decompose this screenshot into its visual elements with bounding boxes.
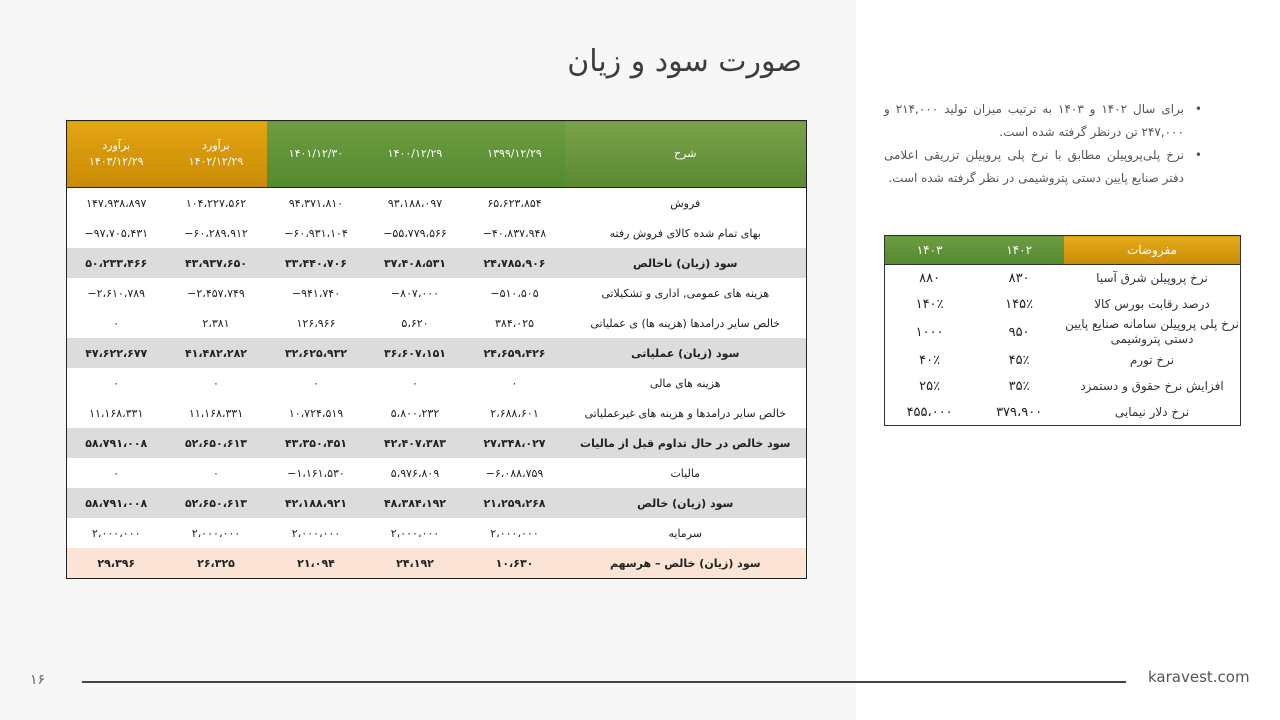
row-value: ۲۴،۶۵۹،۴۲۶ — [465, 338, 565, 368]
row-value: ۱۰۴،۲۲۷،۵۶۲ — [166, 188, 267, 219]
row-value: ۴۸،۳۸۴،۱۹۲ — [366, 488, 465, 518]
row-value: ۶۰،۲۸۹،۹۱۲− — [166, 218, 267, 248]
assumption-row — [885, 291, 1241, 317]
row-label: سرمایه — [565, 518, 807, 548]
row-value: ۸۰۷،۰۰۰− — [366, 278, 465, 308]
column-header-period: برآورد ۱۴۰۳/۱۲/۲۹ — [67, 121, 166, 188]
assumption-row — [885, 399, 1241, 426]
row-value: ۲،۰۰۰،۰۰۰ — [67, 518, 166, 548]
row-label: هزینه های عمومی, اداری و تشکیلاتی — [565, 278, 807, 308]
assumption-label: درصد رقابت بورس کالا — [1094, 296, 1210, 311]
row-value: ۶،۰۸۸،۷۵۹− — [465, 458, 565, 488]
row-value: ۵،۹۷۶،۸۰۹ — [366, 458, 465, 488]
row-value: ۹۴۱،۷۴۰− — [267, 278, 366, 308]
row-value: ۹۳،۱۸۸،۰۹۷ — [366, 188, 465, 219]
row-label: خالص سایر درامدها و هزینه های غیرعملیاتی — [565, 398, 807, 428]
table-row — [67, 218, 807, 248]
row-value: ۴۲،۱۸۸،۹۲۱ — [267, 488, 366, 518]
row-value: ۶۵،۶۲۳،۸۵۴ — [465, 188, 565, 219]
assumption-value: ۳۵٪ — [1008, 378, 1030, 394]
assumptions-header-row — [885, 236, 1241, 265]
row-value: ۹۷،۷۰۵،۴۳۱− — [67, 218, 166, 248]
note-item: • نرخ پلی‌پروپیلن مطابق با نرخ پلی پروپیلن تزریقی اعلامی دفتر صنایع پایین دستی پتروشیمی در نظر گرفته شده است. — [884, 144, 1202, 190]
table-row — [67, 398, 807, 428]
row-value: ۰ — [166, 458, 267, 488]
table-row — [67, 518, 807, 548]
row-label: فروش — [565, 188, 807, 219]
page-number: ۱۶ — [30, 672, 46, 688]
table-row — [67, 248, 807, 278]
assumption-row — [885, 265, 1241, 292]
row-label: سود خالص در حال تداوم قبل از مالیات — [565, 428, 807, 458]
row-value: ۳۲،۶۲۵،۹۳۲ — [267, 338, 366, 368]
row-value: ۳۳،۴۴۰،۷۰۶ — [267, 248, 366, 278]
row-value: ۵۸،۷۹۱،۰۰۸ — [67, 488, 166, 518]
row-label: مالیات — [565, 458, 807, 488]
row-value: ۵۰،۲۳۳،۴۶۶ — [67, 248, 166, 278]
row-label: سود (زیان) خالص — [565, 488, 807, 518]
row-value: ۱۱،۱۶۸،۳۳۱ — [166, 398, 267, 428]
row-value: ۲۷،۳۴۸،۰۲۷ — [465, 428, 565, 458]
assumption-value: ۱۰۰۰ — [915, 324, 944, 340]
row-value: ۹۴،۳۷۱،۸۱۰ — [267, 188, 366, 219]
row-value: ۲،۶۸۸،۶۰۱ — [465, 398, 565, 428]
table-row — [67, 338, 807, 368]
row-value: ۲،۰۰۰،۰۰۰ — [166, 518, 267, 548]
row-label: سود (زیان) عملیاتی — [565, 338, 807, 368]
footer-divider — [82, 681, 1126, 683]
assumption-label: افزایش نرخ حقوق و دستمزد — [1080, 378, 1224, 393]
row-label: سود (زیان) ناخالص — [565, 248, 807, 278]
row-value: ۰ — [267, 368, 366, 398]
column-header-period: برآورد ۱۴۰۲/۱۲/۲۹ — [166, 121, 267, 188]
row-value: ۵۲،۶۵۰،۶۱۳ — [166, 488, 267, 518]
table-row — [67, 458, 807, 488]
row-value: ۴۲،۴۰۷،۳۸۳ — [366, 428, 465, 458]
row-label: سود (زیان) خالص – هرسهم — [565, 548, 807, 579]
row-value: ۵۲،۶۵۰،۶۱۳ — [166, 428, 267, 458]
column-header-period: ۱۴۰۰/۱۲/۲۹ — [366, 121, 465, 188]
row-value: ۲۱،۰۹۴ — [267, 548, 366, 579]
row-value: ۴۷،۶۲۲،۶۷۷ — [67, 338, 166, 368]
row-value: ۳۶،۶۰۷،۱۵۱ — [366, 338, 465, 368]
table-row — [67, 428, 807, 458]
table-row — [67, 548, 807, 579]
row-value: ۰ — [465, 368, 565, 398]
row-value: ۱،۱۶۱،۵۳۰− — [267, 458, 366, 488]
table-row — [67, 188, 807, 219]
row-value: ۵،۶۲۰ — [366, 308, 465, 338]
assumption-value: ۱۴۰٪ — [915, 296, 944, 312]
row-value: ۵۱۰،۵۰۵− — [465, 278, 565, 308]
row-value: ۶۰،۹۳۱،۱۰۴− — [267, 218, 366, 248]
row-value: ۲،۳۸۱ — [166, 308, 267, 338]
row-value: ۲،۰۰۰،۰۰۰ — [366, 518, 465, 548]
row-value: ۲،۶۱۰،۷۸۹− — [67, 278, 166, 308]
row-label: خالص سایر درامدها (هزینه ها) ی عملیاتی — [565, 308, 807, 338]
row-value: ۲۴،۱۹۲ — [366, 548, 465, 579]
column-header-period: ۱۴۰۱/۱۲/۳۰ — [267, 121, 366, 188]
row-value: ۴۱،۴۸۲،۲۸۲ — [166, 338, 267, 368]
row-value: ۰ — [67, 458, 166, 488]
table-row — [67, 368, 807, 398]
row-value: ۴۰،۸۳۷،۹۴۸− — [465, 218, 565, 248]
row-value: ۱۰،۷۲۴،۵۱۹ — [267, 398, 366, 428]
row-value: ۲،۰۰۰،۰۰۰ — [465, 518, 565, 548]
assumption-value: ۸۳۰ — [1008, 270, 1030, 286]
assumption-value: ۸۸۰ — [919, 270, 941, 286]
row-value: ۴۳،۹۳۷،۶۵۰ — [166, 248, 267, 278]
assumption-value: ۳۷۹،۹۰۰ — [996, 404, 1043, 420]
row-value: ۰ — [67, 368, 166, 398]
assumption-row — [885, 317, 1241, 347]
row-value: ۴۳،۳۵۰،۴۵۱ — [267, 428, 366, 458]
row-label: هزینه های مالی — [565, 368, 807, 398]
row-value: ۰ — [166, 368, 267, 398]
table-row — [67, 278, 807, 308]
column-header-period: ۱۳۹۹/۱۲/۲۹ — [465, 121, 565, 188]
row-value: ۲۶،۳۲۵ — [166, 548, 267, 579]
assumption-value: ۴۵۵،۰۰۰ — [906, 404, 953, 420]
income-statement-table — [66, 120, 807, 579]
row-value: ۲۴،۷۸۵،۹۰۶ — [465, 248, 565, 278]
row-value: ۱۲۶،۹۶۶ — [267, 308, 366, 338]
row-value: ۵۵،۷۷۹،۵۶۶− — [366, 218, 465, 248]
assumption-value: ۴۰٪ — [919, 352, 941, 368]
assumption-value: ۱۴۵٪ — [1005, 296, 1034, 312]
row-value: ۰ — [67, 308, 166, 338]
row-value: ۲،۰۰۰،۰۰۰ — [267, 518, 366, 548]
row-value: ۱۱،۱۶۸،۳۳۱ — [67, 398, 166, 428]
assumption-row — [885, 373, 1241, 399]
page-title: صورت سود و زیان — [567, 44, 802, 79]
assumption-label: نرخ پلی پروپیلن سامانه صنایع پایین دستی پتروشیمی — [1065, 317, 1239, 346]
table-row — [67, 308, 807, 338]
note-item: • برای سال ۱۴۰۲ و ۱۴۰۳ به ترتیب میزان تولید ۲۱۴,۰۰۰ و ۲۴۷,۰۰۰ تن درنظر گرفته شده است. — [884, 98, 1202, 144]
notes — [884, 98, 1202, 190]
row-value: ۳۸۴،۰۲۵ — [465, 308, 565, 338]
assumption-value: ۹۵۰ — [1008, 324, 1030, 340]
row-value: ۱۴۷،۹۳۸،۸۹۷ — [67, 188, 166, 219]
assumptions-header-1403: ۱۴۰۳ — [885, 236, 975, 265]
row-value: ۲۱،۲۵۹،۲۶۸ — [465, 488, 565, 518]
website-label: karavest.com — [1148, 668, 1250, 686]
assumption-value: ۴۵٪ — [1008, 352, 1030, 368]
row-value: ۲۹،۳۹۶ — [67, 548, 166, 579]
assumptions-header-1402: ۱۴۰۲ — [974, 236, 1064, 265]
row-value: ۱۰،۶۳۰ — [465, 548, 565, 579]
row-value: ۲،۴۵۷،۷۴۹− — [166, 278, 267, 308]
assumption-label: نرخ پروپیلن شرق آسیا — [1096, 270, 1208, 285]
assumption-row — [885, 347, 1241, 373]
row-value: ۵۸،۷۹۱،۰۰۸ — [67, 428, 166, 458]
assumptions-table — [884, 235, 1241, 426]
assumption-label: نرخ دلار نیمایی — [1114, 404, 1190, 419]
table-header-row — [67, 121, 807, 188]
row-value: ۵،۸۰۰،۲۳۲ — [366, 398, 465, 428]
table-row — [67, 488, 807, 518]
assumption-value: ۲۵٪ — [919, 378, 941, 394]
assumption-label: نرخ تورم — [1129, 352, 1175, 367]
row-value: ۰ — [366, 368, 465, 398]
row-label: بهای تمام شده کالای فروش رفته — [565, 218, 807, 248]
column-header-description: شرح — [565, 121, 807, 188]
row-value: ۳۷،۴۰۸،۵۳۱ — [366, 248, 465, 278]
assumptions-header-title: مفروضات — [1064, 236, 1241, 265]
